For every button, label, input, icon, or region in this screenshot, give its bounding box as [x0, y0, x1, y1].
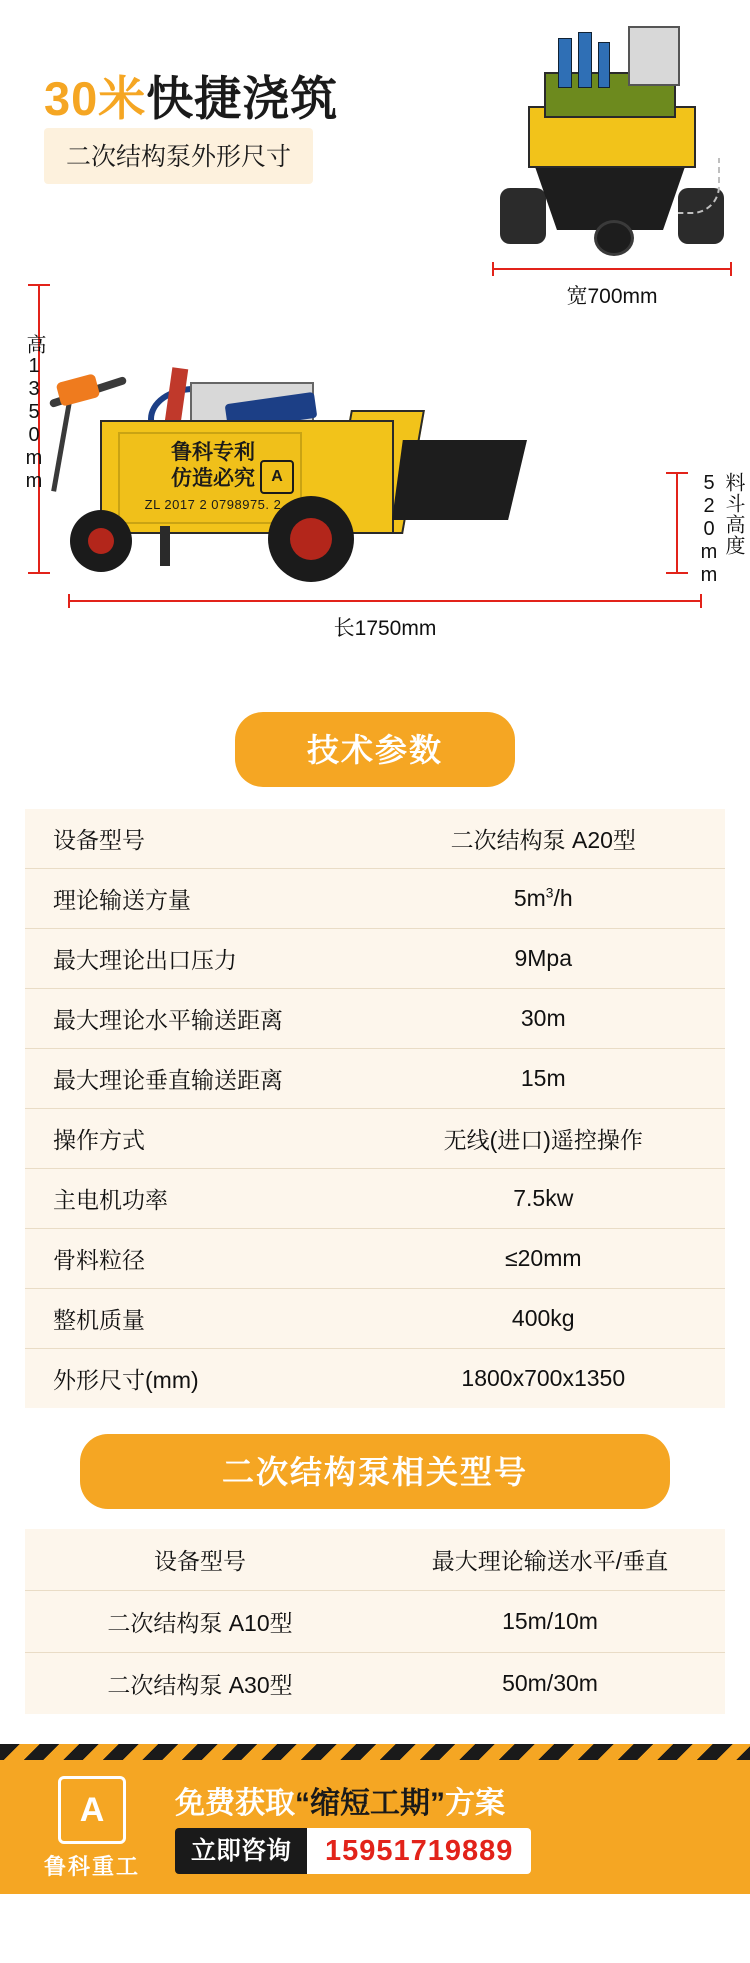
spec-value: 1800x700x1350	[461, 1365, 626, 1391]
consult-now-button[interactable]: 立即咨询	[175, 1828, 307, 1874]
hopper-height-dimension-line	[676, 472, 678, 574]
table-row	[25, 929, 725, 989]
table-row	[25, 989, 725, 1049]
machine-front-view-illustration	[492, 8, 732, 263]
height-dimension-label: 高1350mm	[23, 334, 45, 493]
patent-line-3: ZL 2017 2 0798975. 2	[144, 497, 282, 512]
spec-key: 理论输送方量	[25, 869, 362, 929]
page-title-number: 30米	[44, 72, 147, 125]
front-view-outlet-nozzle	[594, 220, 634, 256]
page-subtitle: 二次结构泵外形尺寸	[44, 128, 313, 184]
table-header-row	[25, 1529, 725, 1591]
page-title-rest: 快捷浇筑	[146, 72, 339, 125]
footer-headline	[175, 1778, 505, 1822]
model-distance: 50m/30m	[502, 1670, 598, 1696]
length-dimension-label: 长1750mm	[333, 617, 437, 640]
length-dimension	[68, 594, 702, 642]
front-view-hopper	[532, 158, 688, 230]
spec-value: 400kg	[362, 1289, 725, 1349]
hazard-stripe	[0, 1744, 750, 1760]
phone-number[interactable]: 15951719889	[307, 1828, 531, 1874]
machine-support-leg	[160, 526, 170, 566]
spec-key: 外形尺寸(mm)	[53, 1367, 199, 1393]
front-view-wheel-left	[500, 188, 546, 244]
hopper-height-dimension	[658, 472, 698, 574]
length-dimension-line	[68, 594, 702, 608]
table-row	[25, 1229, 725, 1289]
width-dimension-cap-left	[492, 262, 494, 276]
spec-value: 30m	[362, 989, 725, 1049]
machine-hopper	[392, 440, 527, 520]
footer-headline-prefix: 免费获取	[175, 1787, 295, 1820]
model-name: 二次结构泵 A10型	[25, 1591, 375, 1653]
footer-headline-suffix: 方案	[445, 1787, 505, 1820]
machine-patent-panel-text	[128, 440, 298, 518]
patent-line-1: 鲁科专利	[171, 441, 255, 464]
spec-key: 最大理论垂直输送距离	[25, 1049, 362, 1109]
hopper-height-cap-top	[666, 472, 688, 474]
brand-logo-icon: A	[58, 1776, 126, 1844]
width-dimension-line	[492, 262, 732, 276]
brand-name: 鲁科重工	[43, 1854, 140, 1879]
models-column-header-model: 设备型号	[25, 1529, 375, 1591]
tech-parameters-heading: 技术参数	[235, 712, 515, 787]
spec-value: $5m^3/h$	[362, 869, 725, 929]
table-row	[25, 1049, 725, 1109]
spec-value: 无线(进口)遥控操作	[362, 1109, 725, 1169]
patent-line-2: 仿造必究	[171, 467, 255, 490]
machine-rear-wheel	[268, 496, 354, 582]
spec-key: 主电机功率	[25, 1169, 362, 1229]
footer-banner	[0, 1744, 750, 1894]
rear-wheel-rim	[290, 518, 332, 560]
front-view-cylinder-3	[598, 42, 610, 88]
related-models-table	[25, 1529, 725, 1714]
table-row	[25, 1289, 725, 1349]
front-view-cylinder-1	[558, 38, 572, 88]
hopper-height-value: 520mm	[698, 472, 720, 587]
spec-key: 最大理论水平输送距离	[25, 989, 362, 1049]
front-view-control-panel	[628, 26, 680, 86]
spec-value: 9Mpa	[362, 929, 725, 989]
table-row	[25, 1349, 725, 1409]
machine-side-view-illustration	[40, 290, 570, 590]
spec-value: 7.5kw	[362, 1169, 725, 1229]
tech-parameters-table	[25, 809, 725, 1408]
length-dimension-cap-right	[700, 594, 702, 608]
spec-value: ≤20mm	[362, 1229, 725, 1289]
spec-key: 最大理论出口压力	[25, 929, 362, 989]
spec-key: 整机质量	[25, 1289, 362, 1349]
models-column-header-distance: 最大理论输送水平/垂直	[375, 1529, 725, 1591]
footer-brand	[22, 1776, 162, 1881]
footer-headline-highlight: “缩短工期”	[295, 1787, 445, 1820]
table-row	[25, 1653, 725, 1715]
table-row	[25, 1109, 725, 1169]
spec-value: 15m	[362, 1049, 725, 1109]
width-dimension-cap-right	[730, 262, 732, 276]
front-view-cylinder-2	[578, 32, 592, 88]
footer-cta[interactable]	[175, 1828, 531, 1874]
machine-front-wheel	[70, 510, 132, 572]
hopper-height-label: 料斗高度	[722, 472, 744, 556]
spec-key: 骨料粒径	[25, 1229, 362, 1289]
table-row	[25, 1169, 725, 1229]
hopper-height-cap-bottom	[666, 572, 688, 574]
brand-logo-icon: A	[260, 460, 294, 494]
height-dimension-cap-top	[28, 284, 50, 286]
table-row	[25, 869, 725, 929]
spec-key: 操作方式	[25, 1109, 362, 1169]
table-row	[25, 1591, 725, 1653]
spec-key: 设备型号	[25, 809, 362, 869]
related-models-heading: 二次结构泵相关型号	[80, 1434, 670, 1509]
page-header	[0, 0, 750, 308]
front-wheel-rim	[88, 528, 114, 554]
model-distance: 15m/10m	[375, 1591, 725, 1653]
model-name: 二次结构泵 A30型	[107, 1672, 293, 1698]
width-dimension-label: 宽700mm	[566, 285, 658, 308]
spec-value: 二次结构泵 A20型	[362, 809, 725, 869]
machine-side-view-section	[0, 280, 750, 670]
length-dimension-cap-left	[68, 594, 70, 608]
table-row	[25, 809, 725, 869]
page-title	[44, 62, 338, 129]
